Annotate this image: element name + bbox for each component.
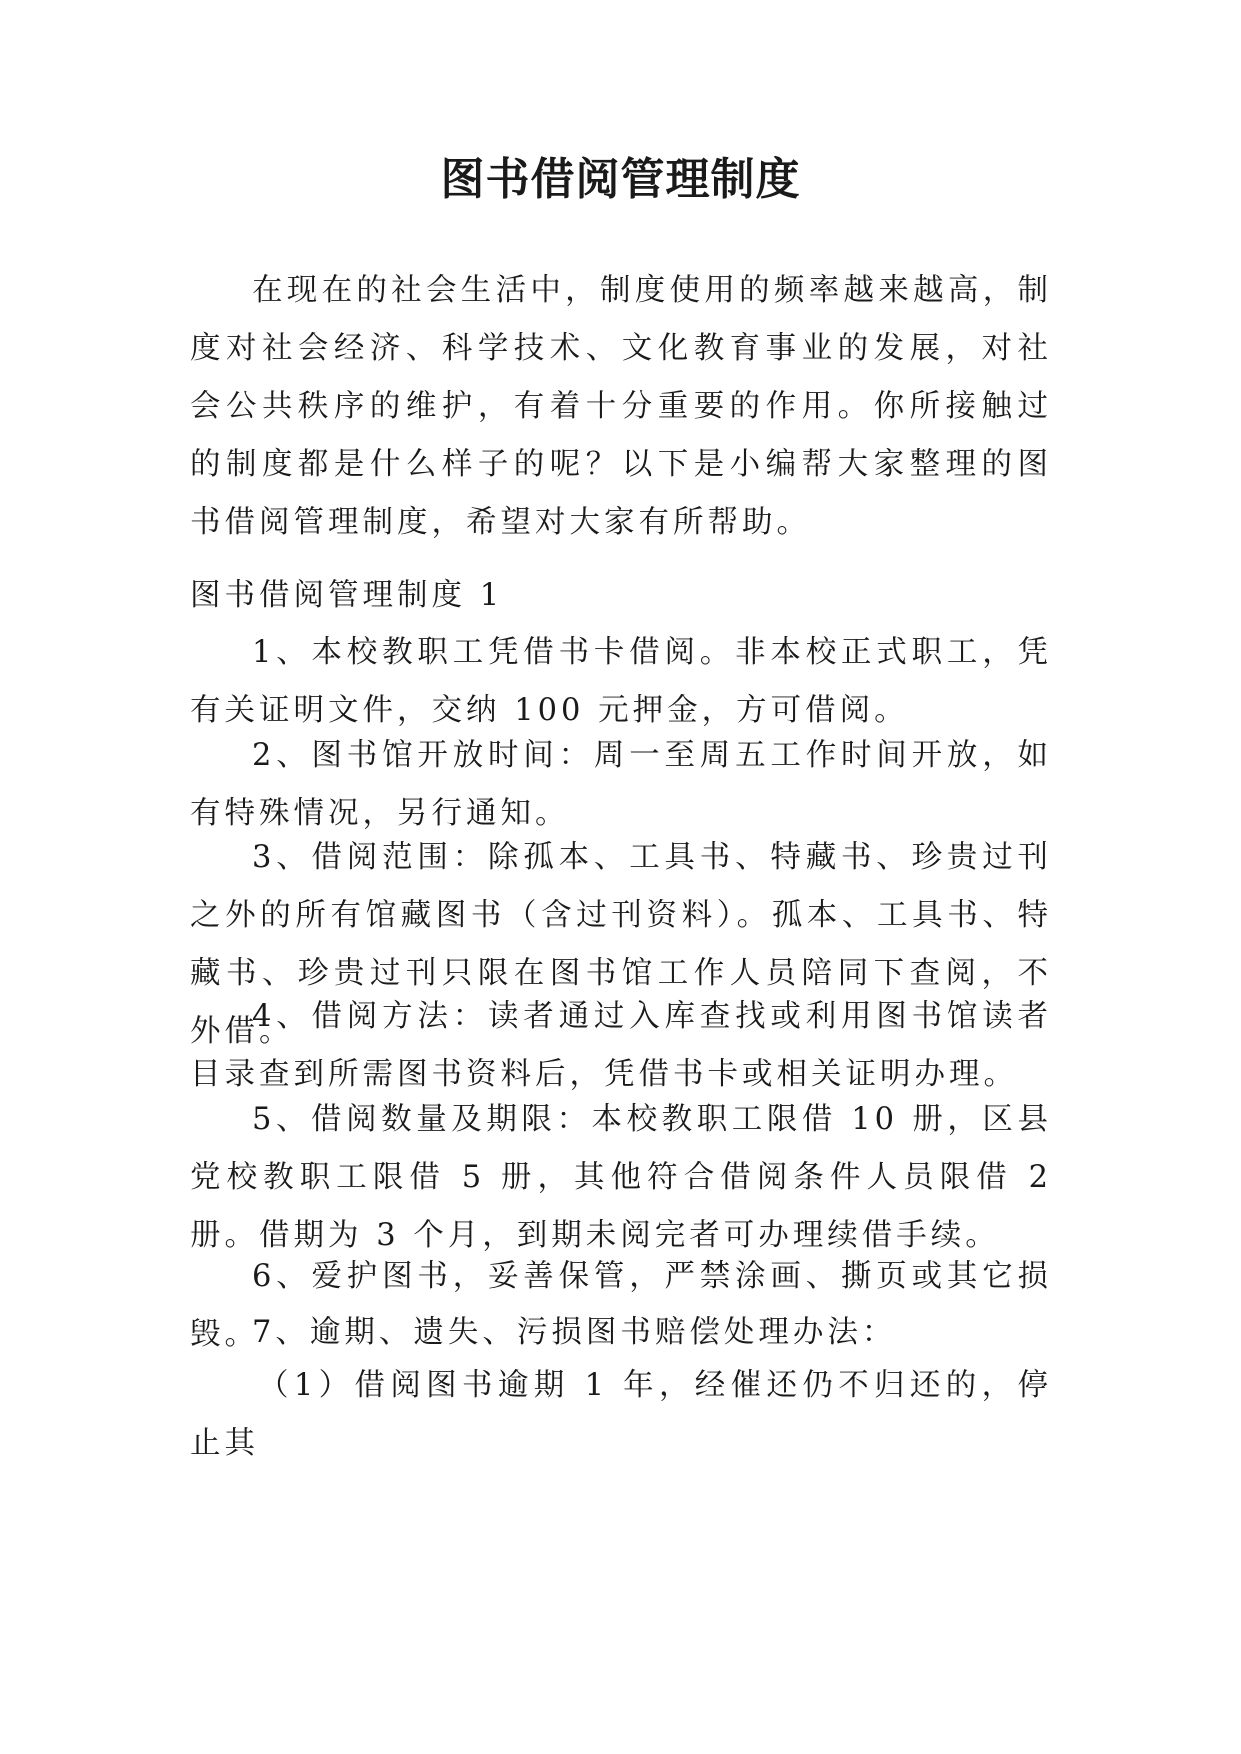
rule-item-2: 2、图书馆开放时间：周一至周五工作时间开放，如有特殊情况，另行通知。 [190,738,1052,831]
rule-item-5: 5、借阅数量及期限：本校教职工限借 10 册，区县党校教职工限借 5 册，其他符合借阅条件人员限借 2 册。借期为 3 个月，到期未阅完者可办理续借手续。 [190,1102,1052,1253]
rule-sub-item-1: （1）借阅图书逾期 1 年，经催还仍不归还的，停止其 [190,1368,1052,1461]
rule-item-7: 7、逾期、遗失、污损图书赔偿处理办法： [252,1315,897,1350]
rule-item-1: 1、本校教职工凭借书卡借阅。非本校正式职工，凭有关证明文件，交纳 100 元押金，方可借阅。 [190,635,1052,728]
document-title: 图书借阅管理制度 [440,154,801,205]
rule-item-4: 4、借阅方法：读者通过入库查找或利用图书馆读者目录查到所需图书资料后，凭借书卡或相关证明办理。 [190,999,1052,1092]
section-heading: 图书借阅管理制度 1 [190,578,504,613]
rule-item-6: 6、爱护图书，妥善保管，严禁涂画、撕页或其它损毁。 [190,1259,1052,1352]
rule-item-3: 3、借阅范围：除孤本、工具书、特藏书、珍贵过刊之外的所有馆藏图书（含过刊资料）。孤本、工具书、特藏书、珍贵过刊只限在图书馆工作人员陪同下查阅，不外借。 [190,840,1052,1049]
intro-paragraph: 在现在的社会生活中，制度使用的频率越来越高，制度对社会经济、科学技术、文化教育事业的发展，对社会公共秩序的维护，有着十分重要的作用。你所接触过的制度都是什么样子的呢？以下是小编帮大家整理的图书借阅管理制度，希望对大家有所帮助。 [190,273,1052,540]
